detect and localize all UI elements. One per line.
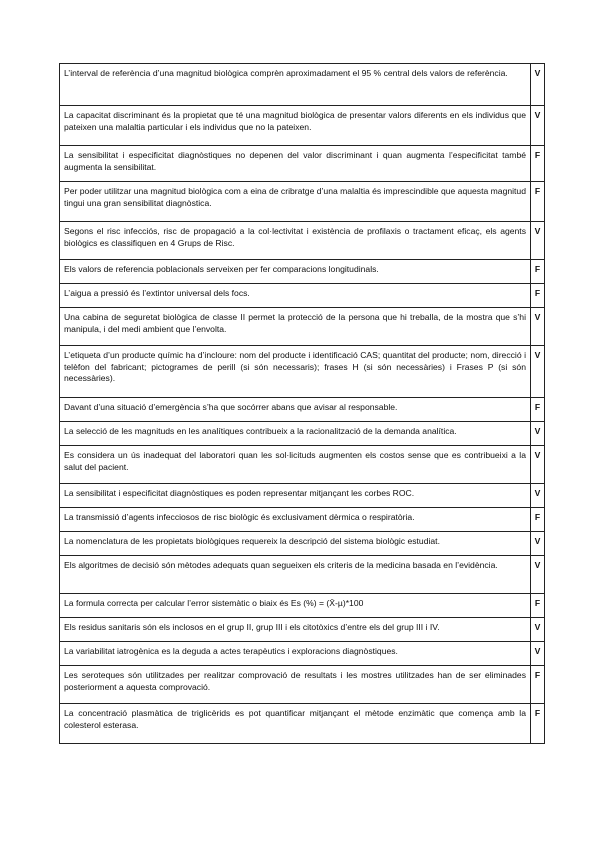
answer-cell: V xyxy=(531,484,545,508)
statement-cell: Els valors de referencia poblacionals serveixen per fer comparacions longitudinals. xyxy=(60,260,531,284)
statement-cell: L’interval de referència d’una magnitud biològica comprèn aproximadament el 95 % central dels valors de referència. xyxy=(60,64,531,106)
table-body xyxy=(60,64,545,744)
statement-cell: Segons el risc infecciós, risc de propagació a la col·lectivitat i existència de profilaxis o tractament eficaç, els agents biològics es classifiquen en 4 Grups de Risc. xyxy=(60,222,531,260)
statement-cell: La nomenclatura de les propietats biològiques requereix la descripció del sistema biològic estudiat. xyxy=(60,532,531,556)
statement-cell: La concentració plasmàtica de triglicèrids es pot quantificar mitjançant el mètode enzimàtic que comença amb la colesterol esterasa. xyxy=(60,704,531,744)
statement-cell: Els residus sanitaris són els inclosos en el grup II, grup III i els citotòxics d’entre els del grup III i IV. xyxy=(60,618,531,642)
table-row xyxy=(60,346,545,398)
statement-cell: Els algoritmes de decisió són mètodes adequats quan segueixen els criteris de la medicina basada en l’evidència. xyxy=(60,556,531,594)
table-row xyxy=(60,222,545,260)
answer-cell: V xyxy=(531,532,545,556)
answer-cell: V xyxy=(531,422,545,446)
table-row xyxy=(60,532,545,556)
table-row xyxy=(60,284,545,308)
answer-cell: F xyxy=(531,666,545,704)
statement-cell: La capacitat discriminant és la propietat que té una magnitud biològica de presentar valors diferents en els individus que pateixen una malaltia particular i els individus que no la pateixen. xyxy=(60,106,531,146)
answer-cell: V xyxy=(531,222,545,260)
answer-cell: F xyxy=(531,182,545,222)
answer-cell: V xyxy=(531,64,545,106)
statement-cell: Una cabina de seguretat biològica de classe II permet la protecció de la persona que hi treballa, de la mostra que s’hi manipula, i del medi ambient que l’envolta. xyxy=(60,308,531,346)
statement-cell: L’etiqueta d’un producte químic ha d’incloure: nom del producte i identificació CAS; quantitat del producte; nom, direcció i telèfon del fabricant; pictogrames de perill (si són necessaris); frases H (si són necessàries) i Frases P (si són necessàries). xyxy=(60,346,531,398)
table-row xyxy=(60,666,545,704)
table-row xyxy=(60,398,545,422)
table-row xyxy=(60,308,545,346)
statement-cell: La sensibilitat i especificitat diagnòstiques es poden representar mitjançant les corbes ROC. xyxy=(60,484,531,508)
answer-cell: F xyxy=(531,594,545,618)
table-row xyxy=(60,594,545,618)
statement-cell: Les seroteques són utilitzades per realitzar comprovació de resultats i les mostres utilitzades han de ser eliminades posteriorment a aquesta comprovació. xyxy=(60,666,531,704)
table-row xyxy=(60,146,545,182)
answer-cell: V xyxy=(531,446,545,484)
statement-cell: La sensibilitat i especificitat diagnòstiques no depenen del valor discriminant i quan augmenta l’especificitat també augmenta la sensibilitat. xyxy=(60,146,531,182)
answer-cell: V xyxy=(531,556,545,594)
table-row xyxy=(60,704,545,744)
answer-cell: F xyxy=(531,398,545,422)
table-row xyxy=(60,618,545,642)
statement-cell: La transmissió d’agents infecciosos de risc biològic és exclusivament dèrmica o respiratòria. xyxy=(60,508,531,532)
table-row xyxy=(60,422,545,446)
table-row xyxy=(60,446,545,484)
answer-cell: F xyxy=(531,508,545,532)
table-row xyxy=(60,484,545,508)
answer-cell: F xyxy=(531,146,545,182)
answer-cell: F xyxy=(531,704,545,744)
statement-cell: Per poder utilitzar una magnitud biològica com a eina de cribratge d’una malaltia és imprescindible que aquesta magnitud tingui una gran sensibilitat diagnòstica. xyxy=(60,182,531,222)
answer-cell: V xyxy=(531,106,545,146)
answer-cell: V xyxy=(531,346,545,398)
answer-cell: F xyxy=(531,284,545,308)
statement-cell: La selecció de les magnituds en les analítiques contribueix a la racionalització de la demanda analítica. xyxy=(60,422,531,446)
answer-cell: V xyxy=(531,308,545,346)
table-row xyxy=(60,106,545,146)
answer-cell: V xyxy=(531,618,545,642)
table-row xyxy=(60,642,545,666)
table-row xyxy=(60,508,545,532)
table-row xyxy=(60,182,545,222)
table-row xyxy=(60,64,545,106)
table-row xyxy=(60,556,545,594)
statement-cell: Es considera un ús inadequat del laboratori quan les sol·licituds augmenten els costos sense que es contribueixi a la salut del pacient. xyxy=(60,446,531,484)
statement-cell: L’aigua a pressió és l’extintor universal dels focs. xyxy=(60,284,531,308)
answer-cell: F xyxy=(531,260,545,284)
statement-cell: Davant d’una situació d’emergència s’ha que socórrer abans que avisar al responsable. xyxy=(60,398,531,422)
table-row xyxy=(60,260,545,284)
statement-cell: La formula correcta per calcular l’error sistemàtic o biaix és Es (%) = (X̄-µ)*100 xyxy=(60,594,531,618)
statement-cell: La variabilitat iatrogènica es la deguda a actes terapèutics i exploracions diagnòstiques. xyxy=(60,642,531,666)
true-false-table xyxy=(59,63,545,744)
answer-cell: V xyxy=(531,642,545,666)
